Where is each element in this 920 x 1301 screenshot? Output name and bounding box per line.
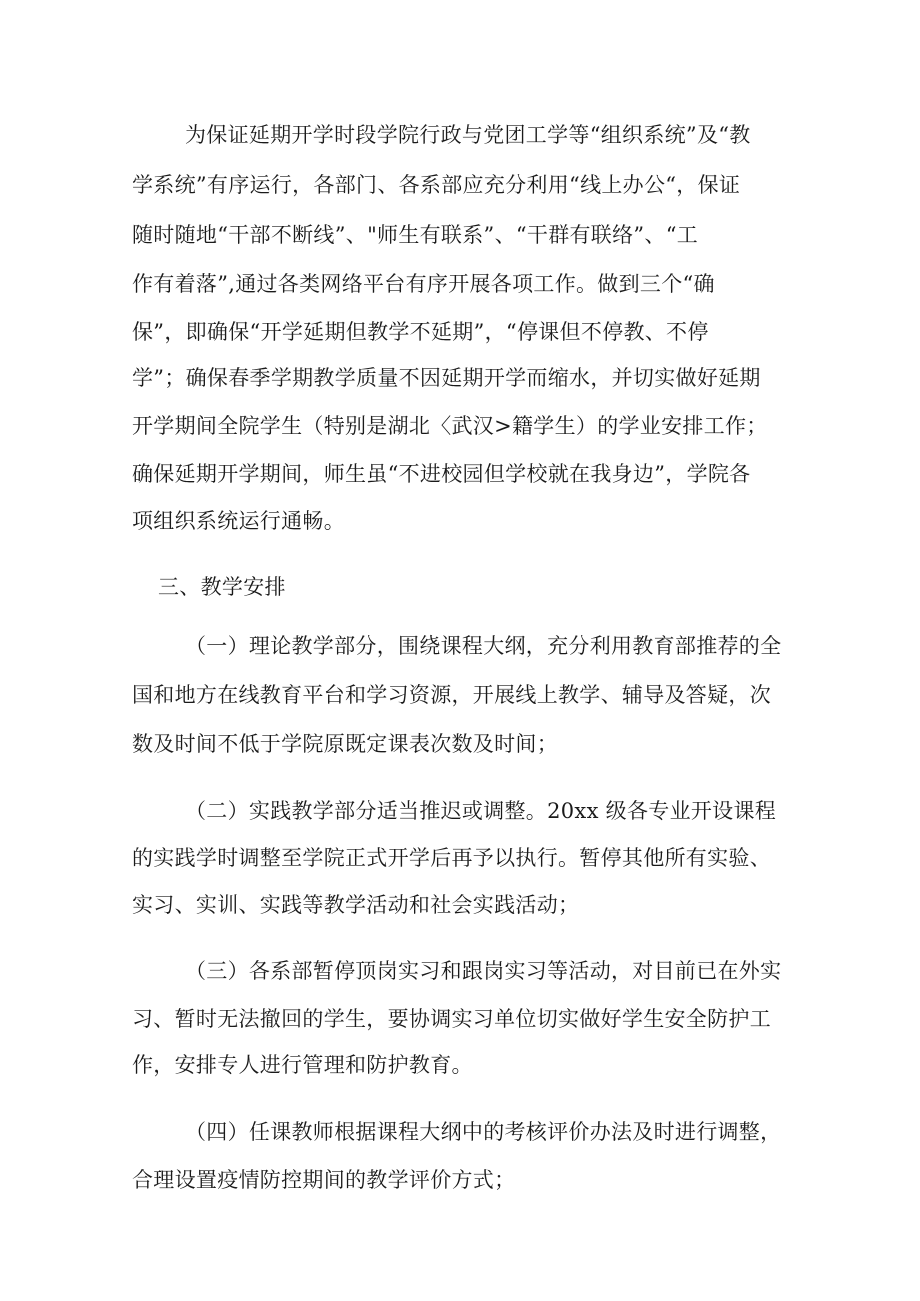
text-line: （三）各系部暂停顶岗实习和跟岗实习等活动，对目前已在外实	[185, 959, 782, 983]
text-line: 合理设置疫情防控期间的教学评价方式；	[132, 1168, 516, 1192]
section-heading: 三、教学安排	[158, 575, 286, 599]
text-line: 保”，即确保“开学延期但教学不延期”，“停课但不停教、不停	[132, 320, 709, 344]
text-line: （四）任课教师根据课程大纲中的考核评价办法及时进行调整，	[185, 1120, 782, 1144]
text-line: 项组织系统运行通畅。	[132, 509, 345, 533]
text-line: 随时随地“干部不断线”、"师生有联系”、“干群有联络”、“工	[132, 223, 699, 247]
text-line: 的实践学时调整至学院正式开学后再予以执行。暂停其他所有实验、	[132, 846, 771, 870]
text-line: 习、暂时无法撤回的学生，要协调实习单位切实做好学生安全防护工	[132, 1007, 771, 1031]
text-line: 为保证延期开学时段学院行政与党团工学等“组织系统”及“教	[185, 123, 751, 147]
text-line: 作，安排专人进行管理和防护教育。	[132, 1053, 473, 1077]
text-line: 学”；确保春季学期教学质量不因延期开学而缩水，并切实做好延期	[132, 366, 761, 390]
text-line: 实习、实训、实践等教学活动和社会实践活动；	[132, 893, 580, 917]
text-line: 确保延期开学期间，师生虽“不进校园但学校就在我身边”，学院各	[132, 462, 751, 486]
text-line: 国和地方在线教育平台和学习资源，开展线上教学、辅导及答疑，次	[132, 683, 771, 707]
text-line: 数及时间不低于学院原既定课表次数及时间；	[132, 732, 558, 756]
text-line: 学系统”有序运行，各部门、各系部应充分利用“线上办公“，保证	[132, 173, 741, 197]
text-line: （二）实践教学部分适当推迟或调整。20xx 级各专业开设课程	[185, 799, 777, 823]
text-line: 开学期间全院学生（特别是湖北〈武汉>籍学生）的学业安排工作；	[132, 414, 768, 438]
text-line: （一）理论教学部分，围绕课程大纲，充分利用教育部推荐的全	[185, 634, 782, 658]
text-line: 作有着落”,通过各类网络平台有序开展各项工作。做到三个“确	[132, 272, 715, 296]
